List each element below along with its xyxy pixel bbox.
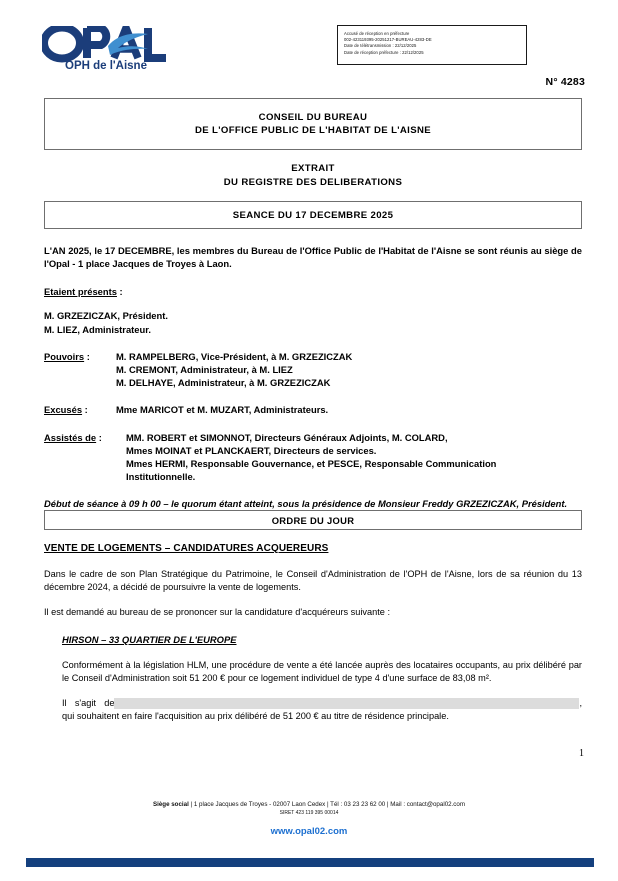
pouvoirs-values [116,350,582,390]
pouvoirs-row [44,350,582,390]
document-number: N° 4283 [545,76,585,88]
stamp-line-1: Accusé de réception en préfecture [344,31,410,36]
prefecture-receipt-stamp [337,25,527,65]
footer-address-label: Siège social [153,801,189,808]
page-number: 1 [579,748,584,759]
seance-label: SEANCE DU 17 DECEMBRE 2025 [232,209,394,221]
excuse-item: Mme MARICOT et M. MUZART, Administrateurs. [116,404,329,416]
extrait-line-2: DU REGISTRE DES DELIBERATIONS [223,176,403,188]
assistes-label-cell [44,431,126,444]
assiste-item: MM. ROBERT et SIMONNOT, Directeurs Généraux Adjoints, M. COLARD, [126,431,448,443]
pouvoirs-label-suffix: : [84,350,90,362]
pouvoirs-label: Pouvoirs [44,350,85,362]
footer-address-text: | 1 place Jacques de Troyes - 02007 Laon Cedex | Tél : 03 23 23 62 00 | Mail : contact@opal02.com [188,801,465,808]
excuses-row [44,403,582,416]
extrait-heading [44,162,582,189]
seance-box [44,201,582,229]
redaction-block [504,698,579,709]
debut-seance-paragraph: Début de séance à 09 h 00 – le quorum étant atteint, sous la présidence de Monsieur Freddy GRZEZICZAK, Président. [44,498,568,510]
present-member: M. LIEZ, Administrateur. [44,323,151,335]
excuses-label-cell [44,403,116,416]
presents-heading-row [44,282,582,300]
paragraph-4-part-3: principale. [407,711,449,722]
section-paragraph-2: Il est demandé au bureau de se prononcer sur la candidature d'acquéreurs suivante : [44,607,390,618]
assiste-item: Mmes HERMI, Responsable Gouvernance, et PESCE, Responsable Communication [126,458,497,470]
redaction-block [114,698,504,709]
document-header [0,0,618,78]
pouvoir-item: M. DELHAYE, Administrateur, à M. GRZEZICZAK [116,377,331,389]
section-sub-title: HIRSON – 33 QUARTIER DE L'EUROPE [62,633,237,645]
assistes-label: Assistés de [44,431,97,443]
presents-heading: Etaient présents [44,286,117,298]
paragraph-4-part-1: Il s'agit de [62,698,115,709]
section-paragraph-1: Dans le cadre de son Plan Stratégique du Patrimoine, le Conseil d'Administration de l'OPH de l'Aisne, lors de sa réunion du 13 décembre 2024, a décidé de poursuivre la vente de logements. [44,569,582,593]
pouvoir-item: M. CREMONT, Administrateur, à M. LIEZ [116,364,293,376]
assistes-label-suffix: : [96,431,102,443]
title-line-2: DE L'OFFICE PUBLIC DE L'HABITAT DE L'AISNE [195,125,431,136]
footer-blue-bar [26,858,594,867]
pouvoirs-label-cell [44,350,116,363]
excuses-label: Excusés [44,404,83,416]
excuses-label-suffix: : [82,404,88,416]
section-paragraph-4 [62,697,582,723]
assistes-row [44,431,582,484]
ordre-du-jour-box [44,510,582,530]
presents-heading-suffix: : [116,286,123,298]
pouvoir-item: M. RAMPELBERG, Vice-Président, à M. GRZEZICZAK [116,350,353,362]
opal-logo-svg [42,26,192,72]
document-footer [0,800,618,837]
section-title: VENTE DE LOGEMENTS – CANDIDATURES ACQUEREURS [44,543,329,554]
excuses-values [116,403,582,416]
logo-tagline: OPH de l'Aisne [65,60,147,72]
title-box [44,98,582,150]
footer-website-link[interactable]: www.opal02.com [270,826,348,837]
document-body [44,244,582,511]
assistes-values [126,431,582,484]
title-line-1: CONSEIL DU BUREAU [258,112,368,123]
assiste-item: Institutionnelle. [126,471,196,483]
section-paragraph-3: Conformément à la législation HLM, une procédure de vente a été lancée auprès des locataires occupants, au prix délibéré par le Conseil d'Administration soit 51 200 € pour ce logement individuel de type 4 d'une surface de 83,08 m². [62,659,582,683]
present-member: M. GRZEZICZAK, Président. [44,310,168,322]
extrait-line-1: EXTRAIT [291,163,335,174]
stamp-line-2: 002-423119395-20251217-BUREAU-4283-DE [344,37,432,43]
section-content [44,543,582,723]
footer-address-line [0,800,618,809]
opal-logo [42,26,192,72]
footer-siret: SIRET 423 119 395 00014 [279,810,339,816]
assiste-item: Mmes MOINAT et PLANCKAERT, Directeurs de services. [126,444,377,456]
intro-paragraph: L'AN 2025, le 17 DECEMBRE, les membres du Bureau de l'Office Public de l'Habitat de l'Aisne se sont réunis au siège de l'Opal - 1 place Jacques de Troyes à Laon. [44,245,582,270]
ordre-du-jour-label: ORDRE DU JOUR [271,514,355,526]
stamp-line-4: Date de réception préfecture : 22/12/2025 [344,49,424,55]
paragraph-4-part-2: , qui souhaitent en faire l'acquisition au prix délibéré de 51 200 € au titre de résidence [62,698,582,722]
stamp-line-3: Date de télétransmission : 22/12/2025 [344,43,417,49]
